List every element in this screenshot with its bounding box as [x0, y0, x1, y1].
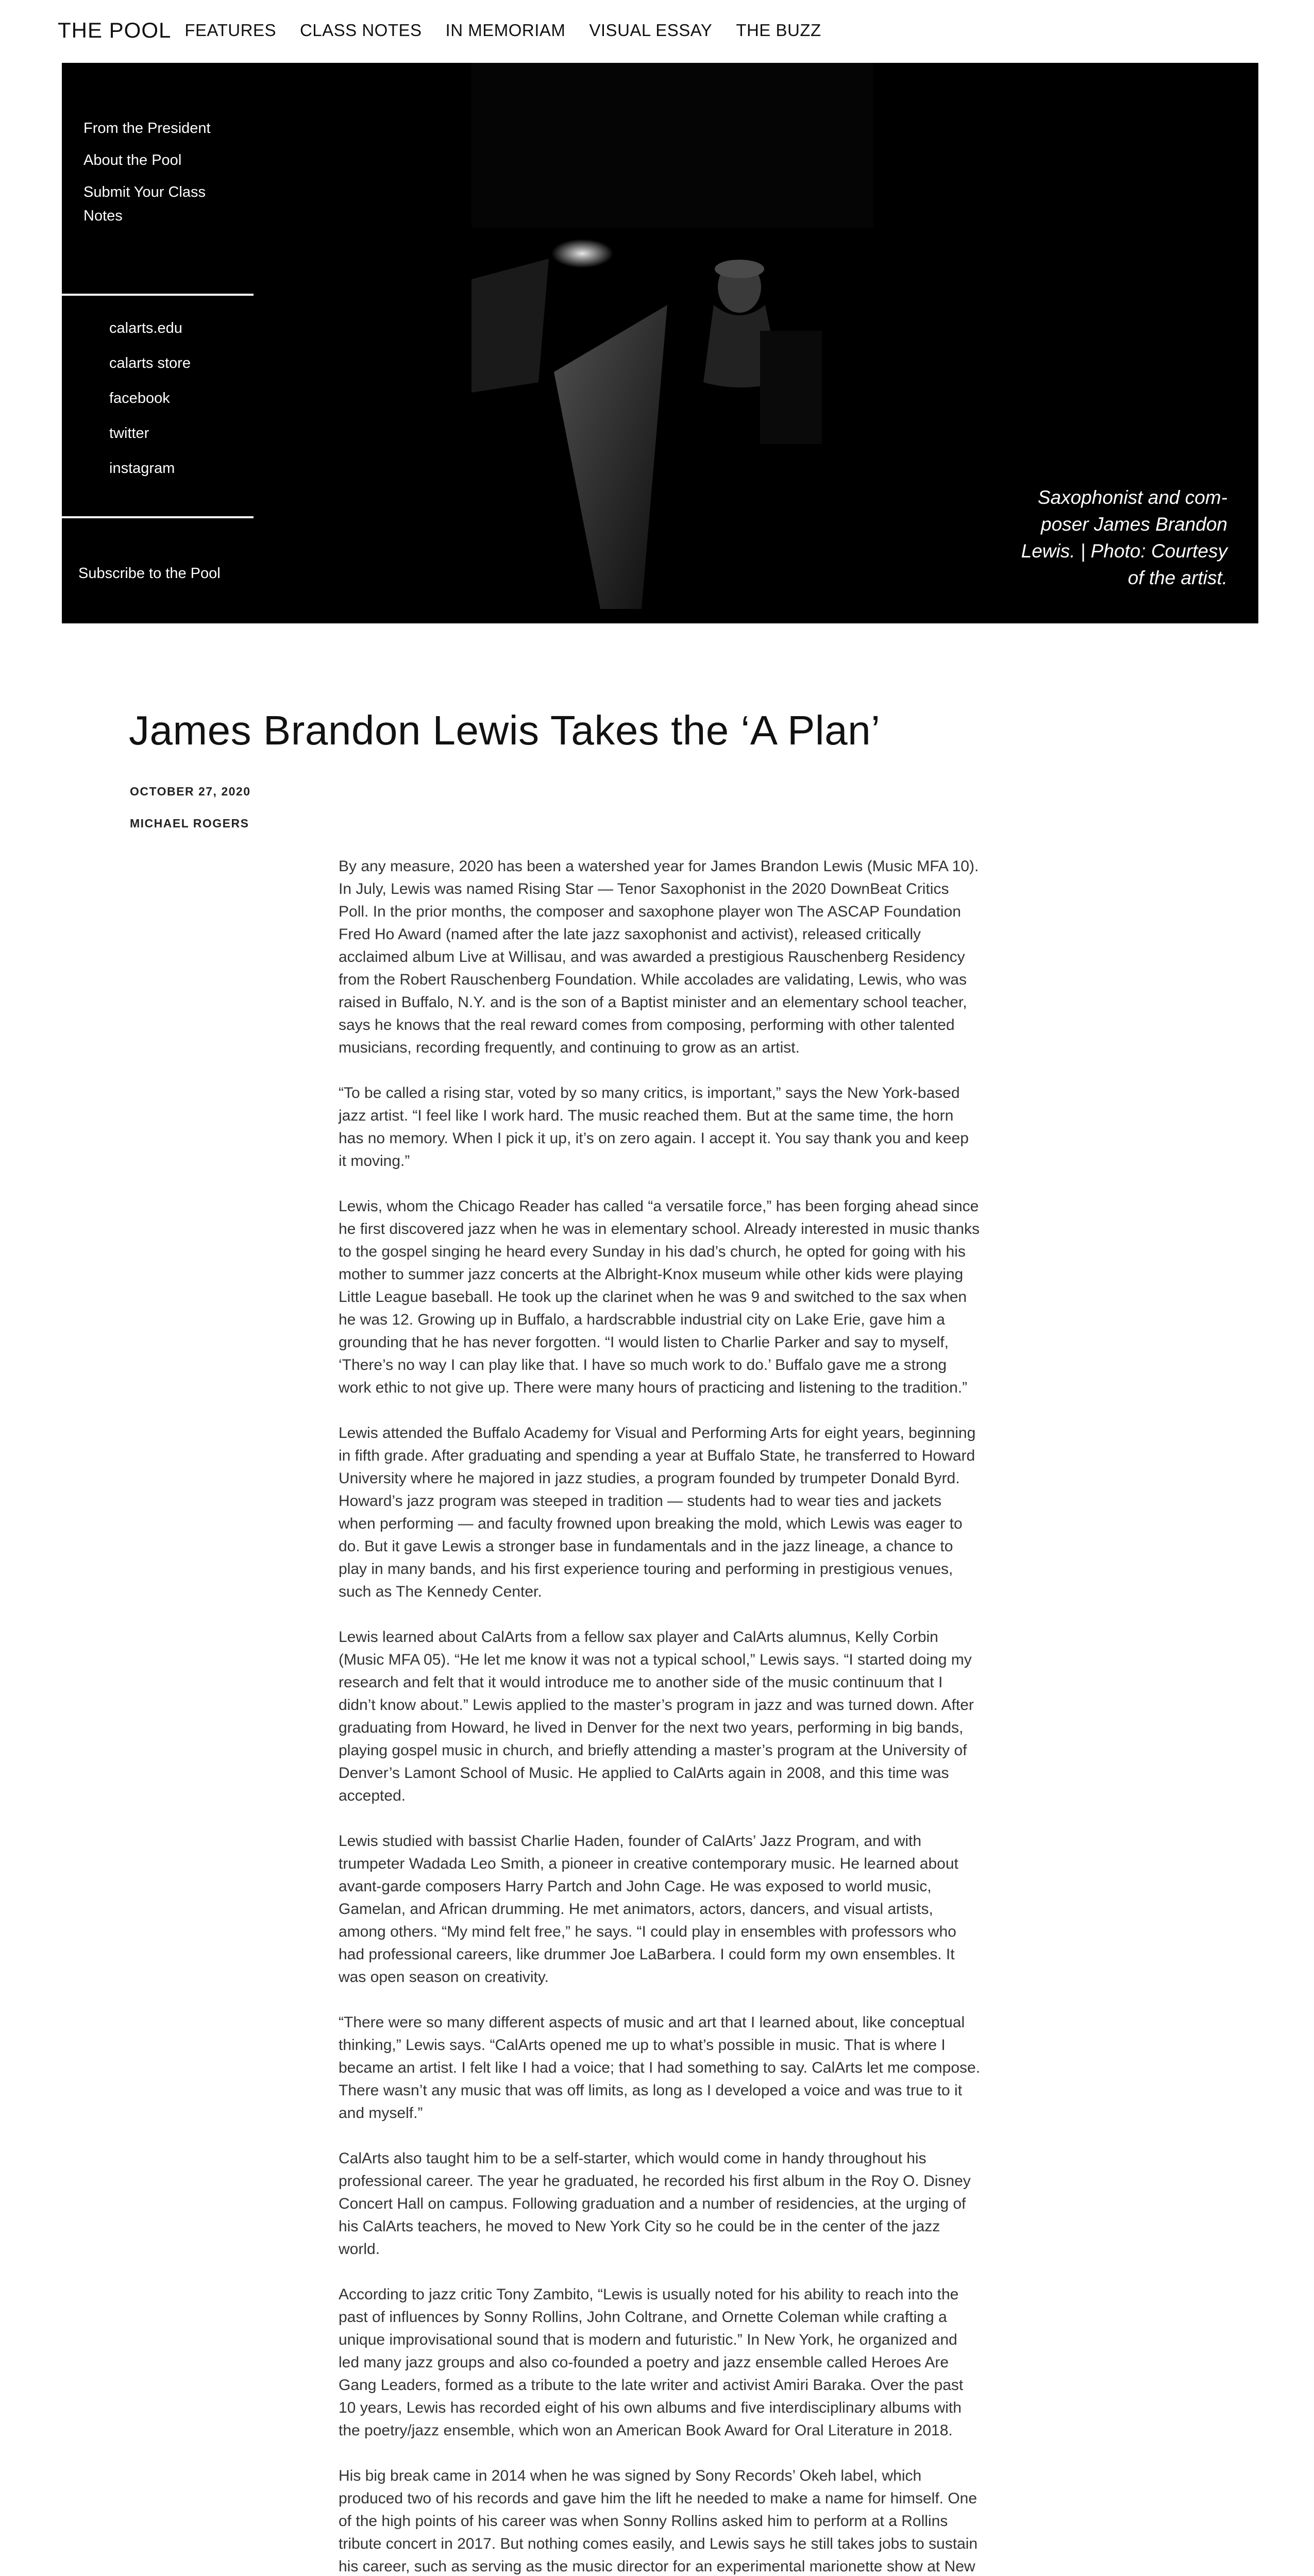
sidebar-link-instagram[interactable]: instagram: [109, 460, 175, 477]
sidebar-divider: [62, 294, 254, 296]
nav-item-the-buzz[interactable]: THE BUZZ: [736, 21, 821, 40]
article-paragraph: “There were so many different aspects of music and art that I learned about, like conceptual thinking,” Lewis says. “CalArts opened me up to what’s possible in music. That is where I became an artist. I felt like I had a voice; that I had something to say. CalArts let me compose. There wasn’t any music that was off limits, as long as I developed a voice and was true to it and myself.”: [339, 2014, 981, 2122]
article-paragraph: By any measure, 2020 has been a watershed year for James Brandon Lewis (Music MFA 10). In July, Lewis was named Rising Star — Tenor Saxophonist in the 2020 DownBeat Critics Poll. In the prior months, the composer and saxophone player won The ASCAP Foundation Fred Ho Award (named after the late jazz saxophonist and activist), released critically acclaimed album Live at Willisau, and was awarded a prestigious Rauschenberg Residency from the Robert Rauschenberg Foundation. While accolades are validating, Lewis, who was raised in Buffalo, N.Y. and is the son of a Baptist minister and an elementary school teacher, says he knows that the real reward comes from composing, performing with other talented musicians, recording frequently, and continuing to grow as an artist.: [339, 858, 979, 1056]
article-paragraph: Lewis, whom the Chicago Reader has called “a versatile force,” has been forging ahead since he first discovered jazz when he was in elementary school. Already interested in music thanks to the gospel singing he heard every Sunday in his dad’s church, he opted for going with his mother to summer jazz concerts at the Albright-Knox museum while other kids were playing Little League baseball. He took up the clarinet when he was 9 and switched to the sax when he was 12. Growing up in Buffalo, a hardscrabble industrial city on Lake Erie, gave him a grounding that he has never forgotten. “I would listen to Charlie Parker and say to myself, ‘There’s no way I can play like that. I have so much work to do.’ Buffalo gave me a strong work ethic to not give up. There were many hours of practicing and listening to the tradition.”: [339, 1198, 980, 1396]
hero-photo: [471, 63, 873, 623]
photo-caption: Saxophonist and com- poser James Brandon Lewis. | Photo: Courtesy of the artist.: [1021, 487, 1227, 588]
sidebar-link-twitter[interactable]: twitter: [109, 425, 149, 442]
article-paragraph: Lewis learned about CalArts from a fellow sax player and CalArts alumnus, Kelly Corbin (Music MFA 05). “He let me know it was not a typical school,” Lewis says. “I started doing my research and felt that it would introduce me to another side of the music continuum that I didn’t know about.” Lewis applied to the master’s program in jazz and was turned down. After graduating from Howard, he lived in Denver for the next two years, performing in big bands, playing gospel music in church, and briefly attending a master’s program at the University of Denver’s Lamont School of Music. He applied to CalArts again in 2008, and this time was accepted.: [339, 1629, 974, 1804]
nav-item-class-notes[interactable]: CLASS NOTES: [299, 21, 422, 40]
sidebar-menu: [62, 63, 254, 623]
top-nav: [0, 0, 1314, 61]
article-paragraph: According to jazz critic Tony Zambito, “Lewis is usually noted for his ability to reach into the past of influences by Sonny Rollins, John Coltrane, and Ornette Coleman while crafting a unique improvisational sound that is modern and futuristic.” In New York, he organized and led many jazz groups and also co-founded a poetry and jazz ensemble called Heroes Are Gang Leaders, formed as a tribute to the late writer and activist Amiri Baraka. Over the past 10 years, Lewis has recorded eight of his own albums and five interdisciplinary albums with the poetry/jazz ensemble, which won an American Book Award for Oral Literature in 2018.: [339, 2286, 964, 2439]
nav-item-features[interactable]: FEATURES: [184, 21, 276, 40]
article-paragraph: “To be called a rising star, voted by so many critics, is important,” says the New York-based jazz artist. “I feel like I work hard. The music reached them. But at the same time, the horn has no memory. When I pick it up, it’s on zero again. I accept it. You say thank you and keep it moving.”: [339, 1084, 969, 1170]
article-title: James Brandon Lewis Takes the ‘A Plan’: [129, 707, 881, 753]
article-author[interactable]: MICHAEL ROGERS: [130, 817, 249, 830]
sidebar-link-calarts-store[interactable]: calarts store: [109, 355, 191, 371]
site-logo[interactable]: THE POOL: [58, 18, 172, 42]
sidebar-item-about-the-pool[interactable]: About the Pool: [83, 152, 182, 168]
hero-banner: [62, 63, 1258, 623]
article-paragraph: Lewis attended the Buffalo Academy for Visual and Performing Arts for eight years, beginning in fifth grade. After graduating and spending a year at Buffalo State, he transferred to Howard University where he majored in jazz studies, a program founded by trumpeter Donald Byrd. Howard’s jazz program was steeped in tradition — students had to wear ties and jackets when performing — and faculty frowned upon breaking the mold, which Lewis was eager to do. But it gave Lewis a stronger base in fundamentals and in the jazz lineage, a chance to play in many bands, and his first experience touring and performing in prestigious venues, such as The Kennedy Center.: [339, 1425, 976, 1600]
article-date: OCTOBER 27, 2020: [130, 785, 251, 798]
sidebar-item-from-the-president[interactable]: From the President: [83, 120, 211, 137]
nav-item-visual-essay[interactable]: VISUAL ESSAY: [589, 21, 713, 40]
article-paragraph: CalArts also taught him to be a self-starter, which would come in handy throughout his professional career. The year he graduated, he recorded his first album in the Roy O. Disney Concert Hall on campus. Following graduation and a number of residencies, at the urging of his CalArts teachers, he moved to New York City so he could be in the center of the jazz world.: [339, 2150, 971, 2258]
sidebar-link-calarts-edu[interactable]: calarts.edu: [109, 320, 182, 336]
nav-item-in-memoriam[interactable]: IN MEMORIAM: [445, 21, 566, 40]
article-body: [339, 855, 981, 2576]
sidebar-link-facebook[interactable]: facebook: [109, 390, 170, 406]
article-paragraph: Lewis studied with bassist Charlie Haden, founder of CalArts’ Jazz Program, and with trumpeter Wadada Leo Smith, a pioneer in creative contemporary music. He learned about avant-garde composers Harry Partch and John Cage. He was exposed to world music, Gamelan, and African drumming. He met animators, actors, dancers, and visual artists, among others. “My mind felt free,” he says. “I could play in ensembles with professors who had professional careers, like drummer Joe LaBarbera. I could form my own ensembles. It was open season on creativity.: [339, 1833, 958, 1986]
article-paragraph: His big break came in 2014 when he was signed by Sony Records’ Okeh label, which produced two of his records and gave him the lift he needed to make a name for himself. One of the high points of his career was when Sonny Rollins asked him to perform at a Rollins tribute concert in 2017. But nothing comes easily, and Lewis says he still takes jobs to sustain his career, such as serving as the music director for an experimental marionette show at New: [339, 2467, 978, 2575]
subscribe-link[interactable]: Subscribe to the Pool: [78, 565, 221, 582]
sidebar-divider: [62, 516, 254, 518]
sidebar-item-submit-class-notes[interactable]: Submit Your Class Notes: [83, 184, 206, 224]
